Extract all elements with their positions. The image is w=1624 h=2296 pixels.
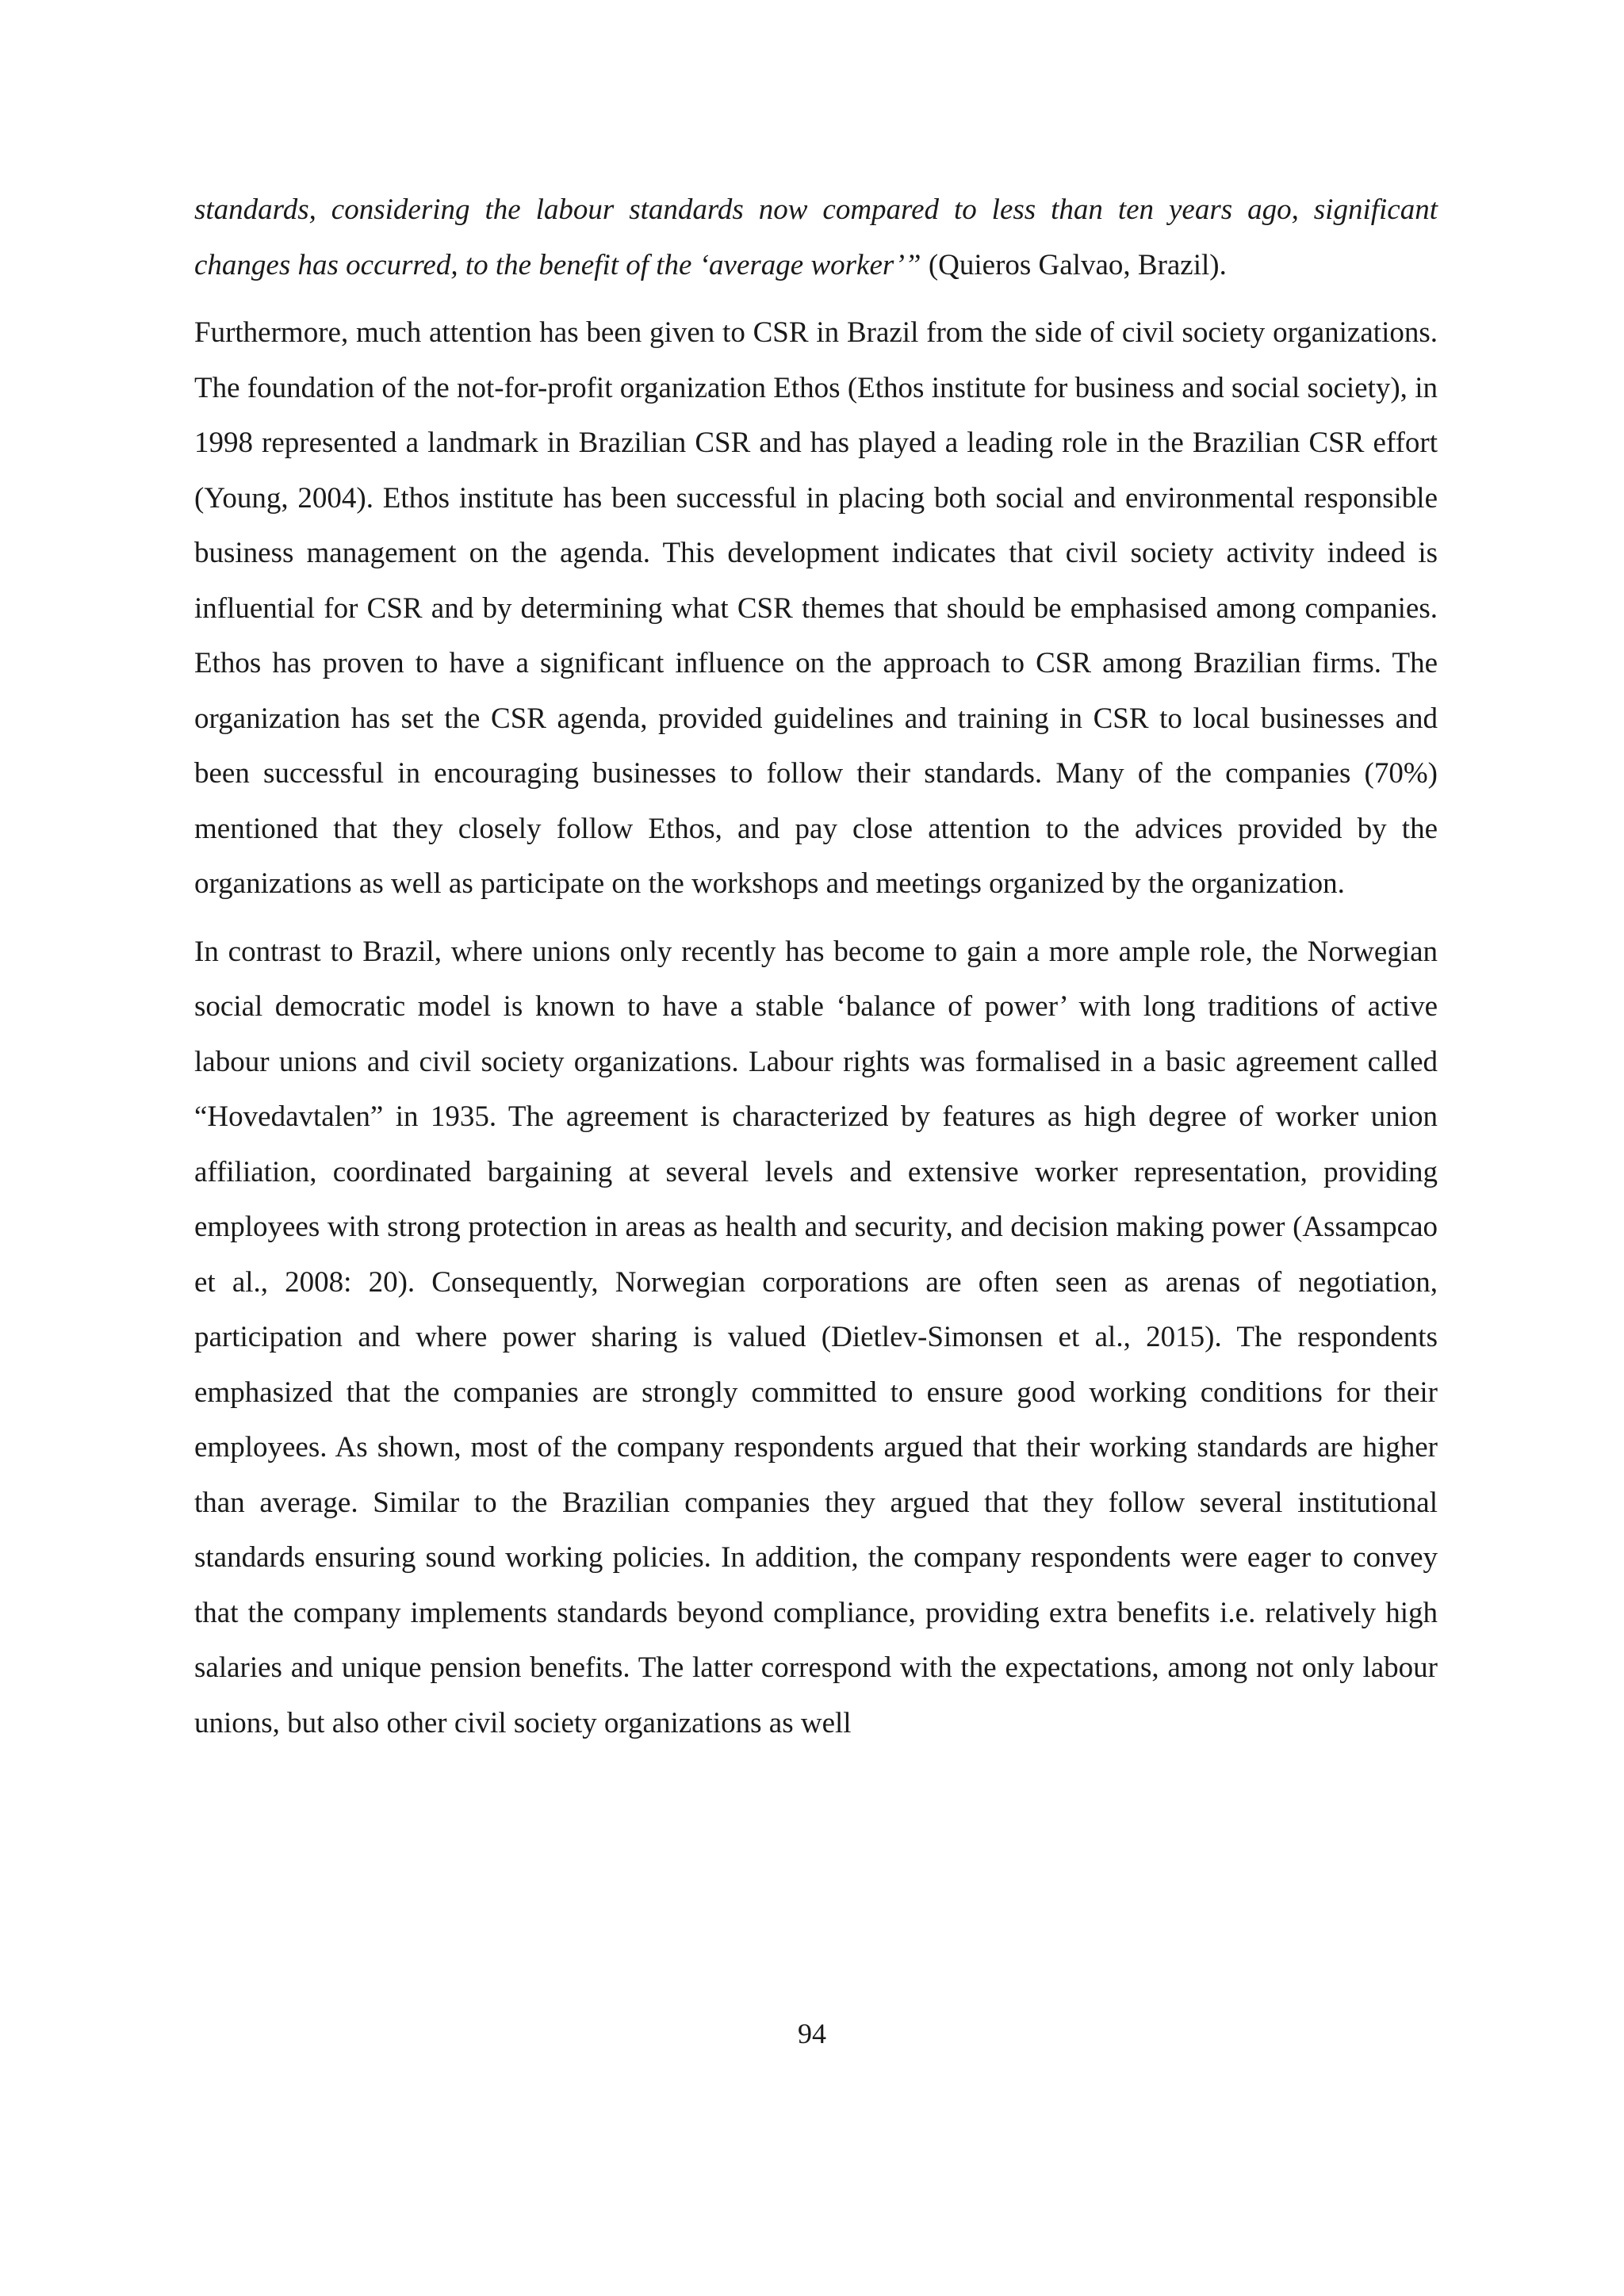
document-body: [194, 182, 1438, 1763]
paragraph-quote-continuation: [194, 182, 1438, 293]
quote-citation: (Quieros Galvao, Brazil).: [928, 248, 1227, 281]
paragraph-norway-comparison: In contrast to Brazil, where unions only recently has become to gain a more ample role, the Norwegian social democratic model is known to have a stable ‘balance of power’ with long traditions of active labour unions and civil society organizations. Labour rights was formalised in a basic agreement called “Hovedavtalen” in 1935. The agreement is characterized by features as high degree of worker union affiliation, coordinated bargaining at several levels and extensive worker representation, providing employees with strong protection in areas as health and security, and decision making power (Assampcao et al., 2008: 20). Consequently, Norwegian corporations are often seen as arenas of negotiation, participation and where power sharing is valued (Dietlev-Simonsen et al., 2015). The respondents emphasized that the companies are strongly committed to ensure good working conditions for their employees. As shown, most of the company respondents argued that their working standards are higher than average. Similar to the Brazilian companies they argued that they follow several institutional standards ensuring sound working policies. In addition, the company respondents were eager to convey that the company implements standards beyond compliance, providing extra benefits i.e. relatively high salaries and unique pension benefits. The latter correspond with the expectations, among not only labour unions, but also other civil society organizations as well: [194, 935, 1438, 1739]
paragraph-ethos-brazil: Furthermore, much attention has been given to CSR in Brazil from the side of civil society organizations. The foundation of the not-for-profit organization Ethos (Ethos institute for business and social society), in 1998 represented a landmark in Brazilian CSR and has played a leading role in the Brazilian CSR effort (Young, 2004). Ethos institute has been successful in placing both social and environmental responsible business management on the agenda. This development indicates that civil society activity indeed is influential for CSR and by determining what CSR themes that should be emphasised among companies. Ethos has proven to have a significant influence on the approach to CSR among Brazilian firms. The organization has set the CSR agenda, provided guidelines and training in CSR to local businesses and been successful in encouraging businesses to follow their standards. Many of the companies (70%) mentioned that they closely follow Ethos, and pay close attention to the advices provided by the organizations as well as participate on the workshops and meetings organized by the organization.: [194, 316, 1438, 900]
italic-quote: standards, considering the labour standards now compared to less than ten years ago, significant changes has occurred, to the benefit of the ‘average worker’”: [194, 193, 1438, 281]
page-number: 94: [798, 2018, 826, 2049]
